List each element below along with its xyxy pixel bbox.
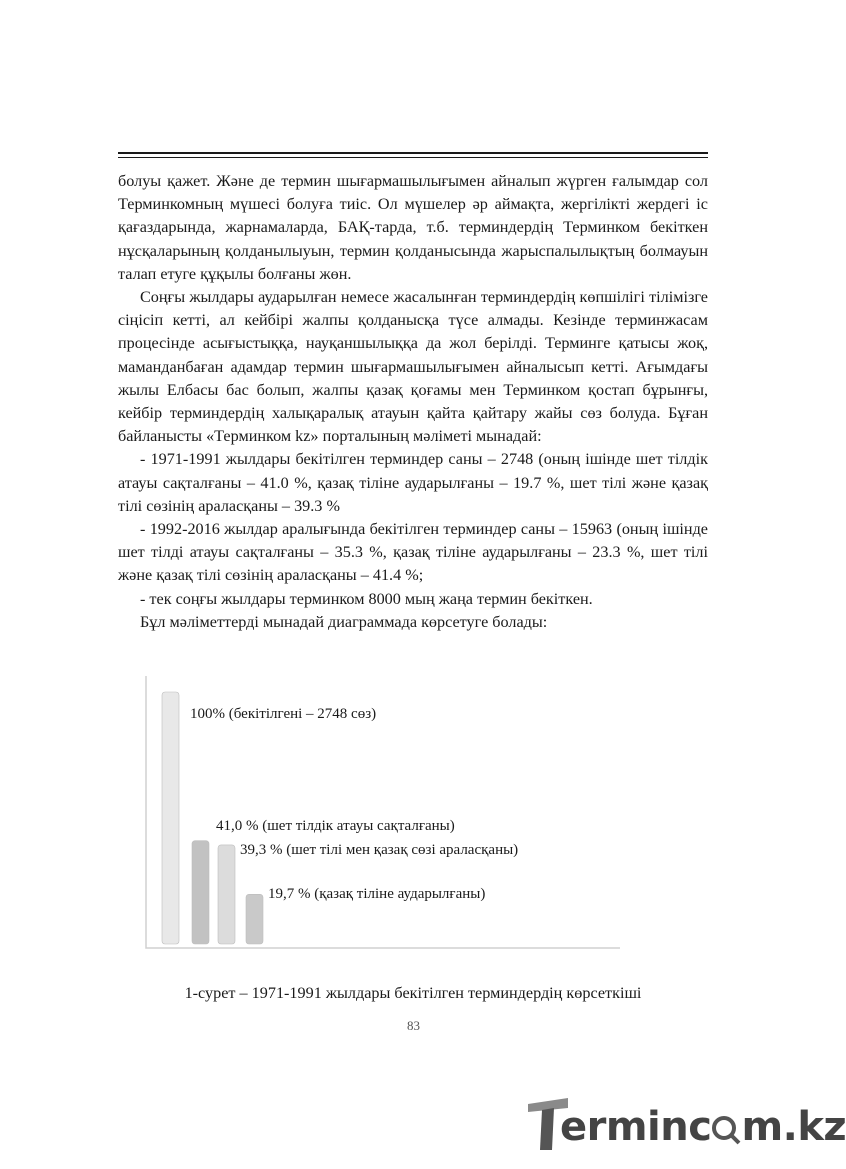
- chart-bar: [192, 841, 209, 944]
- logo-text-part: ermin: [560, 1104, 689, 1150]
- list-item: - 1971-1991 жылдары бекітілген терминдер саны – 2748 (оның ішінде шет тілдік атауы сақталғаны – 41.0 %, қазақ тіліне аударылғаны – 19.7 %, шет тілі және қазақ тілі сөзінің араласқаны – 39.3 %: [118, 450, 708, 515]
- logo-text: [560, 1104, 846, 1150]
- paragraph: Соңғы жылдары аударылған немесе жасалынған терминдердің көпшілігі тілімізге сіңісіп кетті, ал кейбірі жалпы қолданысқа түсе алмады. Кезінде терминжасам процесінде асығыстыққа, науқаншылыққа да жол берілді. Терминге қатысы жоқ, маманданбаған адамдар термин шығармашылығымен айналысып кетті. Ағымдағы жылы Елбасы бас болып, жалпы қазақ қоғамы мен Терминком қостап бұрынғы, кейбір терминдердің халықаралық атауын қайта қайтару жайы сөз болуда. Бұған байланысты «Терминком kz» порталының мәліметі мынадай:: [118, 288, 708, 446]
- header-rule-thick: [118, 152, 708, 154]
- bar-data-label: 39,3 % (шет тілі мен қазақ сөзі араласқаны): [240, 842, 519, 858]
- list-item: - 1992-2016 жылдар аралығында бекітілген терминдер саны – 15963 (оның ішінде шет тілді атауы сақталғаны – 35.3 %, қазақ тіліне аударылғаны – 23.3 %, шет тілі және қазақ тілі сөзінің араласқаны – 41.4 %;: [118, 520, 708, 585]
- logo-text-part: m.kz: [741, 1104, 846, 1150]
- termincom-logo: [526, 1094, 846, 1156]
- list-item: - тек соңғы жылдары терминком 8000 мың жаңа термин бекіткен.: [140, 589, 593, 608]
- chart-bar: [162, 692, 179, 944]
- chart-bar: [246, 894, 263, 944]
- header-rule-thin: [118, 157, 708, 158]
- figure-caption: 1-сурет – 1971-1991 жылдары бекітілген терминдердің көрсеткіші: [184, 984, 642, 1002]
- chart-bar: [218, 845, 235, 944]
- bar-data-label: 41,0 % (шет тілдік атауы сақталғаны): [216, 818, 455, 834]
- paragraph: болуы қажет. Және де термин шығармашылығымен айналып жүрген ғалымдар сол Терминкомның мүшесі болуға тиіс. Ол мүшелер әр аймақта, жергілікті жердегі іс қағаздарында, жарнамаларда, БАҚ-тарда, т.б. терминдердің Терминком бекіткен нұсқаларының қолданылыуын, термин қолданысында жарыспалылықтың болмауын талап етуге құқылы болғаны жөн.: [118, 172, 708, 283]
- body-text: [118, 170, 708, 634]
- bar-data-label: 19,7 % (қазақ тіліне аударылғаны): [268, 886, 486, 902]
- page-number: 83: [407, 1018, 420, 1033]
- paragraph: Бұл мәліметтерді мынадай диаграммада көрсетуге болады:: [140, 612, 548, 631]
- bar-chart: [138, 668, 638, 968]
- magnifier-icon: [711, 1104, 741, 1150]
- bar-data-label: 100% (бекітілгені – 2748 сөз): [190, 706, 377, 722]
- logo-text-part: c: [688, 1104, 712, 1150]
